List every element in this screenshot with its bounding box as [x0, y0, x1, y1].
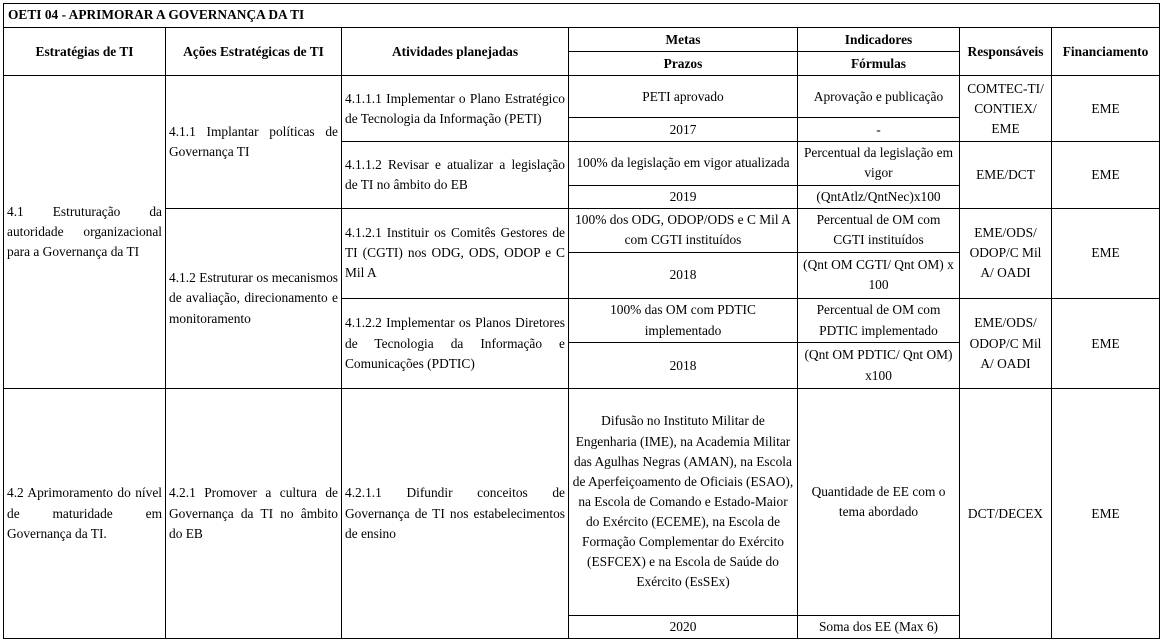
meta-4-1-1-1: PETI aprovado	[569, 76, 798, 118]
prazo-4-1-1-2: 2019	[569, 185, 798, 208]
header-estrategias: Estratégias de TI	[4, 28, 166, 76]
formula-4-1-1-1: -	[798, 118, 960, 142]
prazo-4-1-1-1: 2017	[569, 118, 798, 142]
prazo-4-1-2-1: 2018	[569, 252, 798, 298]
indicador-4-1-2-1: Percentual de OM com CGTI instituídos	[798, 208, 960, 252]
responsavel-4-1-2-1: EME/ODS/ ODOP/C Mil A/ OADI	[960, 208, 1052, 298]
meta-4-1-2-1: 100% dos ODG, ODOP/ODS e C Mil A com CGTI instituídos	[569, 208, 798, 252]
header-atividades: Atividades planejadas	[342, 28, 569, 76]
responsavel-4-1-1-2: EME/DCT	[960, 142, 1052, 208]
indicador-4-1-2-2: Percentual de OM com PDTIC implementado	[798, 298, 960, 342]
header-metas: Metas	[569, 28, 798, 52]
action-4-1-1: 4.1.1 Implantar políticas de Governança TI	[166, 76, 342, 209]
financiamento-4-1-1-1: EME	[1052, 76, 1160, 142]
indicador-4-1-1-2: Percentual da legislação em vigor	[798, 142, 960, 185]
activity-4-1-2-1: 4.1.2.1 Instituir os Comitês Gestores de TI (CGTI) nos ODG, ODS, ODOP e C Mil A	[342, 208, 569, 298]
financiamento-4-1-2-1: EME	[1052, 208, 1160, 298]
responsavel-4-2-1-1: DCT/DECEX	[960, 389, 1052, 639]
formula-4-1-1-2: (QntAtlz/QntNec)x100	[798, 185, 960, 208]
header-acoes: Ações Estratégicas de TI	[166, 28, 342, 76]
indicador-4-2-1-1: Quantidade de EE com o tema abordado	[798, 389, 960, 616]
prazo-4-2-1-1: 2020	[569, 615, 798, 638]
formula-4-1-2-1: (Qnt OM CGTI/ Qnt OM) x 100	[798, 252, 960, 298]
action-4-2-1: 4.2.1 Promover a cultura de Governança da TI no âmbito do EB	[166, 389, 342, 639]
strategy-4-2: 4.2 Aprimoramento do nível de maturidade em Governança da TI.	[4, 389, 166, 639]
financiamento-4-1-1-2: EME	[1052, 142, 1160, 208]
meta-4-2-1-1: Difusão no Instituto Militar de Engenharia (IME), na Academia Militar das Agulhas Negras (AMAN), na Escola de Aperfeiçoamento de Oficiais (ESAO), na Escola de Comando e Estado-Maior do Exército (ECEME), na Escola de Formação Complementar do Exército (ESFCEX) e na Escola de Saúde do Exército (EsSEx)	[569, 389, 798, 616]
activity-4-1-1-1: 4.1.1.1 Implementar o Plano Estratégico de Tecnologia da Informação (PETI)	[342, 76, 569, 142]
strategy-4-1: 4.1 Estruturação da autoridade organizacional para a Governança da TI	[4, 76, 166, 389]
governance-table	[3, 3, 1160, 639]
action-4-1-2: 4.1.2 Estruturar os mecanismos de avaliação, direcionamento e monitoramento	[166, 208, 342, 388]
indicador-4-1-1-1: Aprovação e publicação	[798, 76, 960, 118]
header-indicadores: Indicadores	[798, 28, 960, 52]
header-formulas: Fórmulas	[798, 52, 960, 76]
financiamento-4-2-1-1: EME	[1052, 389, 1160, 639]
header-responsaveis: Responsáveis	[960, 28, 1052, 76]
activity-4-1-1-2: 4.1.1.2 Revisar e atualizar a legislação de TI no âmbito do EB	[342, 142, 569, 208]
responsavel-4-1-1-1: COMTEC-TI/ CONTIEX/ EME	[960, 76, 1052, 142]
financiamento-4-1-2-2: EME	[1052, 298, 1160, 388]
activity-4-2-1-1: 4.2.1.1 Difundir conceitos de Governança de TI nos estabelecimentos de ensino	[342, 389, 569, 639]
prazo-4-1-2-2: 2018	[569, 343, 798, 389]
header-financiamento: Financiamento	[1052, 28, 1160, 76]
table-title: OETI 04 - APRIMORAR A GOVERNANÇA DA TI	[4, 4, 1160, 28]
activity-4-1-2-2: 4.1.2.2 Implementar os Planos Diretores de Tecnologia da Informação e Comunicações (PDTIC)	[342, 298, 569, 388]
meta-4-1-1-2: 100% da legislação em vigor atualizada	[569, 142, 798, 185]
responsavel-4-1-2-2: EME/ODS/ ODOP/C Mil A/ OADI	[960, 298, 1052, 388]
formula-4-1-2-2: (Qnt OM PDTIC/ Qnt OM) x100	[798, 343, 960, 389]
header-prazos: Prazos	[569, 52, 798, 76]
meta-4-1-2-2: 100% das OM com PDTIC implementado	[569, 298, 798, 342]
formula-4-2-1-1: Soma dos EE (Max 6)	[798, 615, 960, 638]
